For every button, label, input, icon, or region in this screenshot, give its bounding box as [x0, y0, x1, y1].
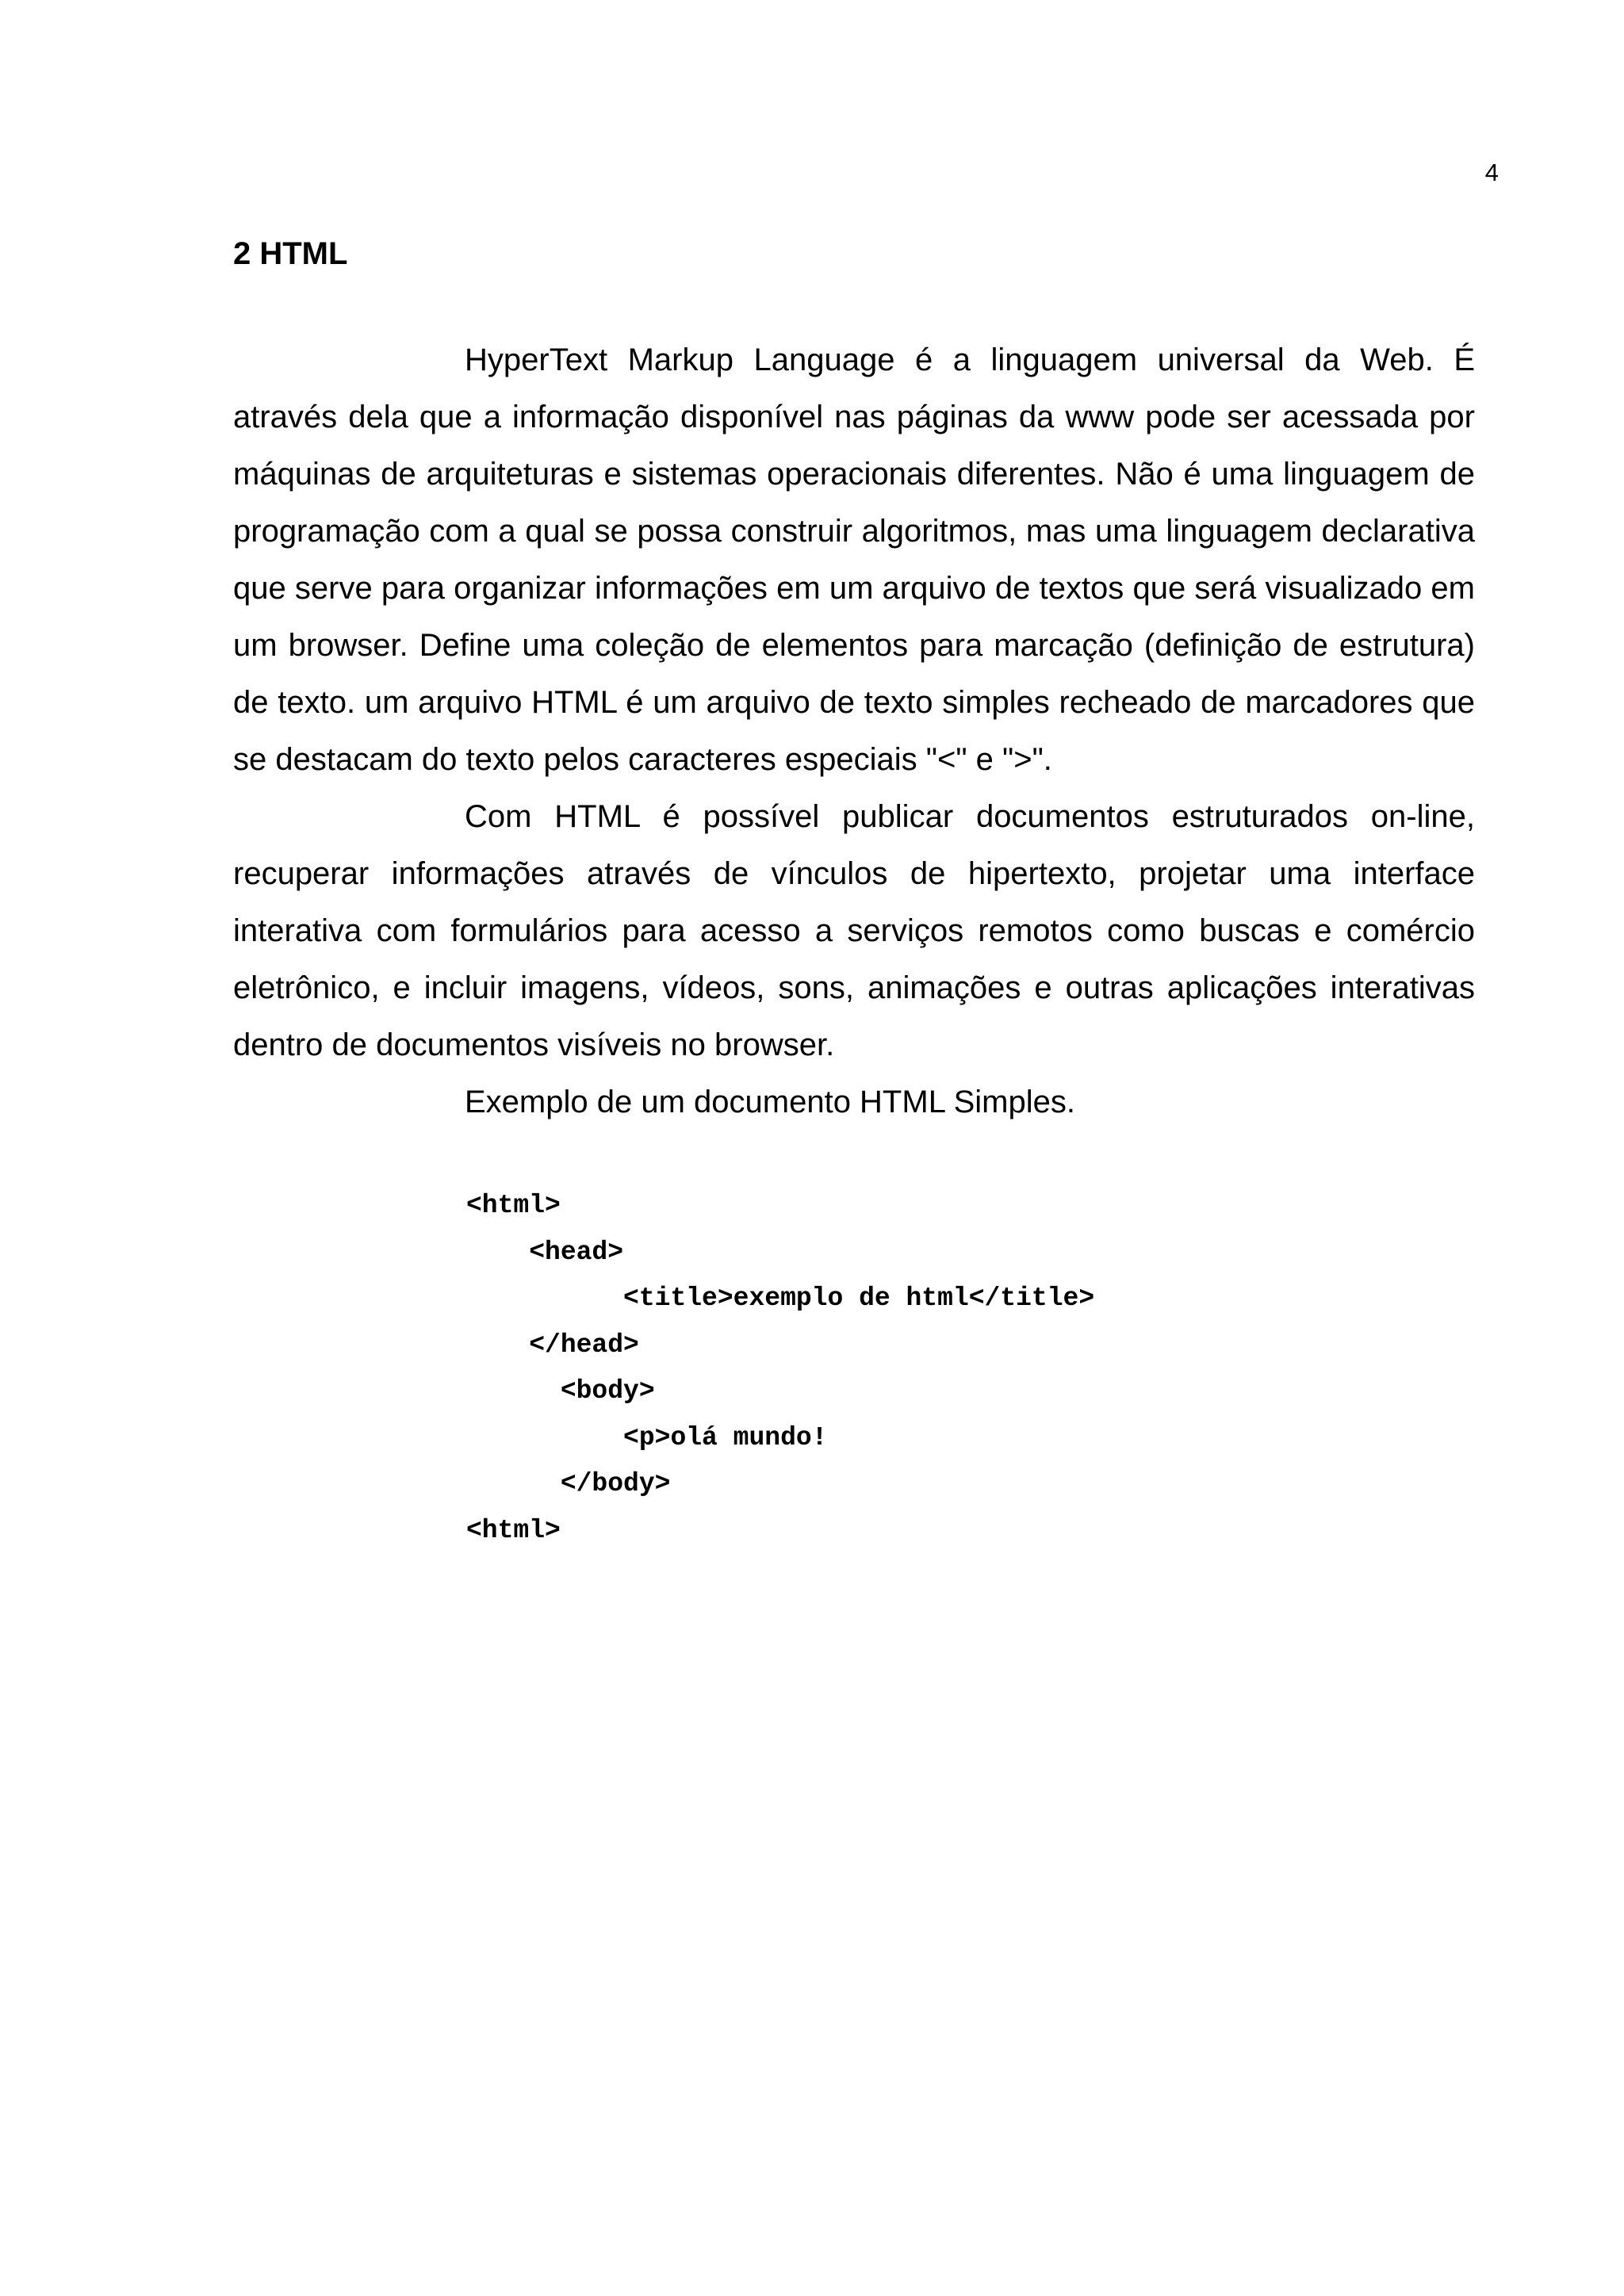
code-example	[466, 1183, 1094, 1554]
code-line: <title>exemplo de html</title>	[466, 1284, 1095, 1313]
paragraph-html-definition: HyperText Markup Language é a linguagem universal da Web. É através dela que a informação disponível nas páginas da www pode ser acessada por máquinas de arquiteturas e sistemas operacionais diferentes. Não é uma linguagem de programação com a qual se possa construir algoritmos, mas uma linguagem declarativa que serve para organizar informações em um arquivo de textos que será visualizado em um browser. Define uma coleção de elementos para marcação (definição de estrutura) de texto. um arquivo HTML é um arquivo de texto simples recheado de marcadores que se destacam do texto pelos caracteres especiais "<" e ">".	[233, 342, 1475, 777]
paragraph-example-intro: Exemplo de um documento HTML Simples.	[465, 1085, 1075, 1119]
paragraph-html-capabilities: Com HTML é possível publicar documentos estruturados on-line, recuperar informações através de vínculos de hipertexto, projetar uma interface interativa com formulários para acesso a serviços remotos como buscas e comércio eletrônico, e incluir imagens, vídeos, sons, animações e outras aplicações interativas dentro de documentos visíveis no browser.	[233, 799, 1475, 1062]
code-line: </head>	[466, 1330, 639, 1360]
page-number: 4	[1484, 159, 1499, 186]
code-line: <body>	[466, 1376, 655, 1406]
code-line: <head>	[466, 1237, 624, 1267]
code-line: </body>	[466, 1469, 671, 1498]
section-heading: 2 HTML	[233, 236, 348, 271]
body-text	[233, 331, 1475, 1131]
code-line: <p>olá mundo!	[466, 1422, 828, 1452]
code-line: <html>	[466, 1191, 561, 1220]
code-line: <html>	[466, 1515, 561, 1545]
